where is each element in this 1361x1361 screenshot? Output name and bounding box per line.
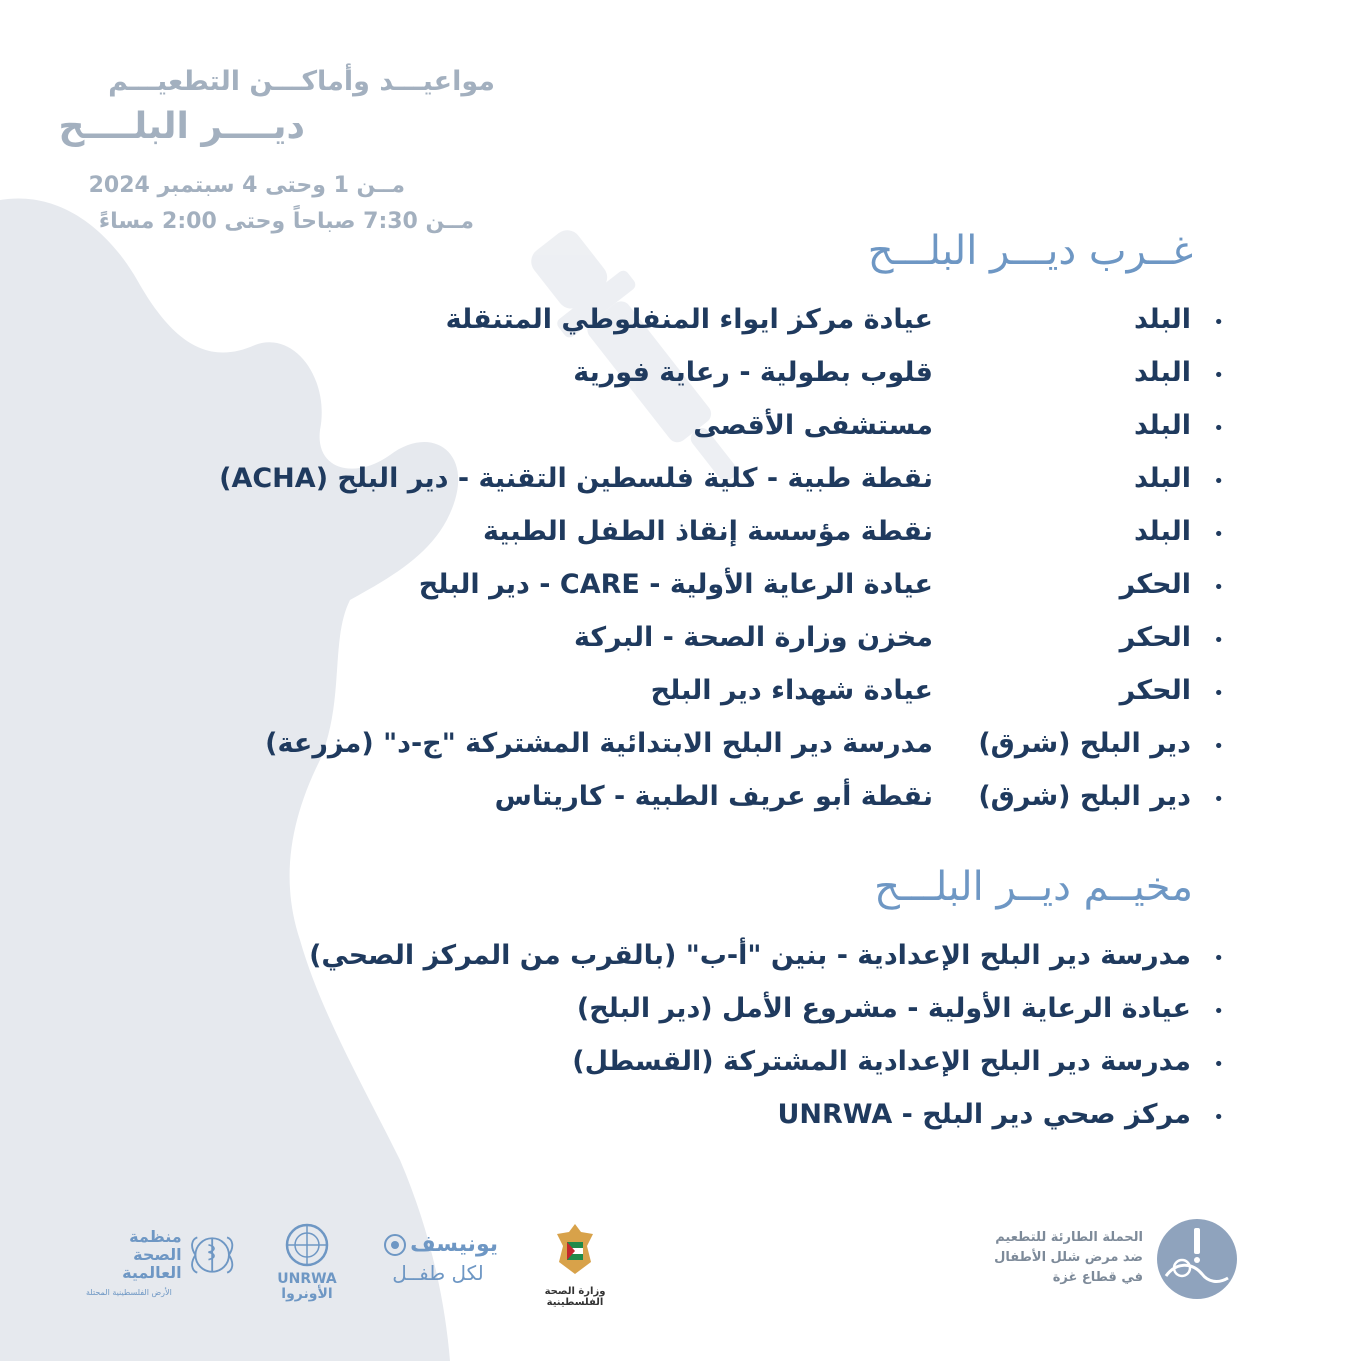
area-label: البلد [1133, 516, 1191, 547]
place-label: مركز صحي دير البلح - UNRWA [777, 1099, 1191, 1130]
section-heading-west: غــرب ديـــر البلـــح [867, 228, 1193, 274]
place-label: مدرسة دير البلح الإعدادية - بنين "أ-ب" (بالقرب من المركز الصحي) [309, 940, 1191, 971]
bullet-icon: • [1213, 365, 1224, 386]
place-label: عيادة مركز ايواء المنفلوطي المتنقلة [445, 304, 933, 335]
area-label: الحكر [1119, 569, 1191, 600]
area-label: دير البلح (شرق) [978, 728, 1191, 759]
unicef-tagline: لكل طفــل [392, 1261, 484, 1285]
bullet-icon: • [1213, 418, 1224, 439]
unrwa-logo [272, 1222, 342, 1302]
unicef-name: يونيسف [410, 1232, 498, 1257]
bullet-icon: • [1213, 1001, 1224, 1022]
bullet-icon: • [1213, 471, 1224, 492]
silhouette-shape [0, 198, 458, 1361]
hours-range: مــن 7:30 صباحاً وحتى 2:00 مساءً [98, 209, 474, 234]
who-name: الصحة العالمية [122, 1245, 182, 1282]
campaign-logo-icon [1156, 1218, 1238, 1300]
bullet-icon: • [1213, 312, 1224, 333]
place-label: عيادة الرعاية الأولية - مشروع الأمل (دير البلح) [576, 993, 1191, 1024]
place-label: نقطة طبية - كلية فلسطين التقنية - دير البلح (ACHA) [219, 463, 933, 494]
who-name: منظمة [129, 1227, 182, 1246]
place-label: مخزن وزارة الصحة - البركة [573, 622, 933, 653]
place-label: عيادة الرعاية الأولية - CARE - دير البلح [418, 569, 933, 600]
bullet-icon: • [1213, 577, 1224, 598]
city-title: ديــــر البلــــح [58, 106, 305, 147]
date-range: مــن 1 وحتى 4 سبتمبر 2024 [88, 173, 405, 198]
place-label: نقطة مؤسسة إنقاذ الطفل الطبية [482, 516, 933, 547]
area-label: دير البلح (شرق) [978, 781, 1191, 812]
area-label: الحكر [1119, 622, 1191, 653]
who-sub: الأرض الفلسطينية المحتلة [86, 1288, 172, 1297]
place-label: مستشفى الأقصى [693, 410, 933, 441]
section-heading-camp: مخيــم ديــر البلـــح [874, 864, 1193, 910]
bullet-icon: • [1213, 630, 1224, 651]
page-title: مواعيـــد وأماكـــن التطعيـــم [108, 66, 495, 97]
bullet-icon: • [1213, 1107, 1224, 1128]
unrwa-arabic: الأونروا [281, 1286, 333, 1302]
place-label: عيادة شهداء دير البلح [650, 675, 933, 706]
bullet-icon: • [1213, 683, 1224, 704]
area-label: البلد [1133, 463, 1191, 494]
unicef-logo [378, 1232, 498, 1285]
unicef-globe-icon [384, 1234, 406, 1256]
bullet-icon: • [1213, 1054, 1224, 1075]
place-label: قلوب بطولية - رعاية فورية [573, 357, 933, 388]
who-logo [76, 1228, 236, 1297]
campaign-line: في قطاع غزة [1052, 1270, 1143, 1285]
bullet-icon: • [1213, 948, 1224, 969]
area-label: البلد [1133, 410, 1191, 441]
area-label: البلد [1133, 304, 1191, 335]
un-emblem-icon [284, 1222, 330, 1268]
moh-logo [520, 1222, 630, 1308]
area-label: البلد [1133, 357, 1191, 388]
bullet-icon: • [1213, 524, 1224, 545]
eagle-emblem-icon [553, 1222, 597, 1280]
campaign-line: الحملة الطارئة للتطعيم [995, 1230, 1143, 1245]
place-label: مدرسة دير البلح الابتدائية المشتركة "ج-د" (مزرعة) [265, 728, 933, 759]
bullet-icon: • [1213, 736, 1224, 757]
area-label: الحكر [1119, 675, 1191, 706]
moh-label: وزارة الصحة الفلسطينية [544, 1286, 606, 1308]
campaign-text [994, 1228, 1143, 1288]
place-label: نقطة أبو عريف الطبية - كاريتاس [494, 781, 933, 812]
place-label: مدرسة دير البلح الإعدادية المشتركة (القسطل) [572, 1046, 1191, 1077]
who-emblem-icon [188, 1232, 236, 1278]
campaign-line: ضد مرض شلل الأطفال [994, 1250, 1143, 1265]
bullet-icon: • [1213, 789, 1224, 810]
unrwa-latin: UNRWA [277, 1271, 337, 1287]
